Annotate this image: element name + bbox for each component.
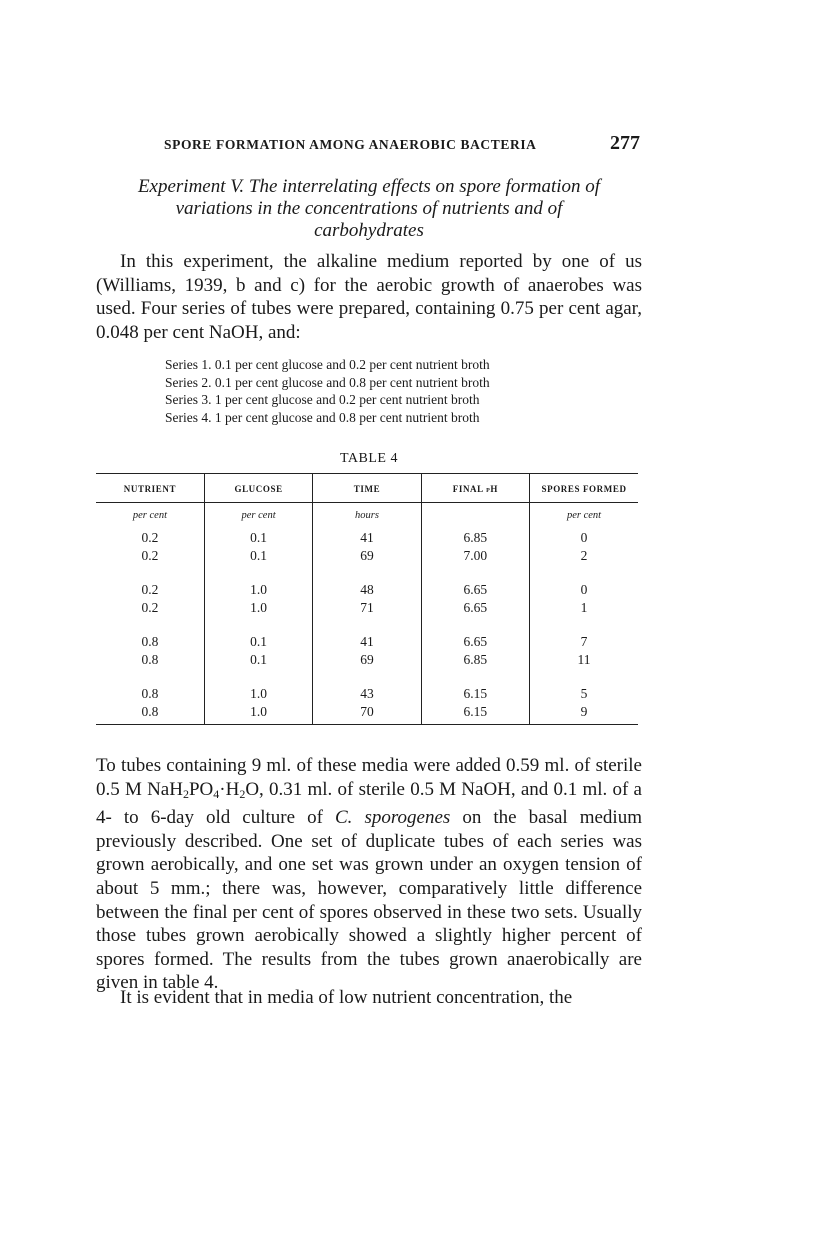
table-row [96,581,638,599]
column-header-nutrient: NUTRIENT [96,474,204,503]
table-cell: 48 [313,581,421,599]
table-cell: 0.2 [141,582,159,597]
table-spacer-row [96,616,638,633]
table-row [96,703,638,725]
methods-text-part: on the basal medium previously described. One set of duplicate tubes of each series was grown aerobically, and one set was grown under an oxygen tension of about 5 mm.; there was, however, comparatively little difference between the final per cent of spores observed in these two sets. Usually those tubes grown aerobically showed a slightly higher percent of spores formed. The results from the tubes grown anaerobically are given in table 4. [96,807,642,994]
methods-text-part: PO [188,778,214,800]
table-spacer-row [96,668,638,685]
column-header-spores-formed: SPORES FORMED [530,474,638,503]
closing-text: It is evident that in media of low nutrient concentration, the [120,987,573,1008]
table-cell: 0.1 [204,633,312,651]
table-cell: 0.1 [204,651,312,669]
table-cell: 0.2 [141,599,159,615]
table-row [96,685,638,703]
methods-text-part: ·H [219,778,240,800]
section-heading [96,176,642,242]
running-head [164,134,640,158]
table-cell: 6.85 [421,529,529,547]
table-cell: 6.15 [421,703,529,725]
table-cell: 1 [530,599,638,617]
page-number: 277 [610,132,640,154]
intro-paragraph [96,250,642,344]
data-table [96,473,638,725]
table-cell: 6.85 [421,651,529,669]
table-cell: 69 [313,547,421,565]
table-cell: 41 [313,633,421,651]
running-title: SPORE FORMATION AMONG ANAEROBIC BACTERIA [164,137,537,152]
table-cell: 1.0 [204,685,312,703]
series-item: Series 4. 1 per cent glucose and 0.8 per cent nutrient broth [165,409,480,425]
table-cell: 6.65 [421,599,529,617]
table-cell: 6.65 [421,581,529,599]
methods-text-part: To tubes containing 9 ml. of these media were added 0.59 ml. of sterile 0.5 M NaH [96,755,642,800]
table-row [96,599,638,617]
table-cell: 0.8 [141,651,159,667]
table-header-row [96,474,638,503]
table-cell: 71 [313,599,421,617]
series-list [165,356,605,426]
table-row [96,547,638,565]
unit-cell: per cent [530,503,638,530]
table-cell: 70 [313,703,421,725]
table-spacer-row [96,564,638,581]
table-cell: 0 [530,581,638,599]
table-cell: 0.1 [204,529,312,547]
unit-cell: per cent [204,503,312,530]
table-cell: 41 [313,529,421,547]
table-cell: 7 [530,633,638,651]
column-header-time: TIME [313,474,421,503]
table-cell: 1.0 [204,599,312,617]
table-cell: 0.2 [141,530,159,545]
table-cell: 0.8 [141,634,159,649]
table-row [96,633,638,651]
section-heading-line: variations in the concentrations of nutrients and of [175,198,563,219]
table-cell: 2 [530,547,638,565]
column-header-glucose: GLUCOSE [204,474,312,503]
data-table-container [96,473,638,725]
table-cell: 0.8 [96,703,204,725]
table-cell: 0.1 [204,547,312,565]
column-header-final-ph: FINAL pH [421,474,529,503]
table-cell: 1.0 [204,703,312,725]
subscript: 4 [213,786,220,801]
series-item: Series 2. 0.1 per cent glucose and 0.8 per cent nutrient broth [165,374,490,390]
table-cell: 7.00 [421,547,529,565]
closing-paragraph [96,986,642,1010]
series-item: Series 3. 1 per cent glucose and 0.2 per cent nutrient broth [165,392,480,407]
table-cell: 5 [530,685,638,703]
table-cell: 1.0 [204,581,312,599]
subscript: 2 [239,786,246,801]
table-row [96,529,638,547]
table-cell: 9 [530,703,638,725]
table-cell: 0.2 [141,547,159,563]
table-cell: 43 [313,685,421,703]
unit-cell: hours [313,503,421,530]
methods-paragraph [96,754,642,995]
species-name: C. sporogenes [334,807,451,829]
table-row [96,651,638,669]
section-heading-line: Experiment V. The interrelating effects on spore formation of [137,176,601,197]
unit-cell [421,503,529,530]
table-units-row [96,503,638,530]
methods-text-part: O, 0.31 ml. of sterile 0.5 M NaOH, and 0.1 ml. of a 4- to 6-day old culture of [96,778,642,829]
series-item: Series 1. 0.1 per cent glucose and 0.2 per cent nutrient broth [165,357,490,372]
subscript: 2 [182,786,189,801]
methods-text [96,754,642,995]
table-cell: 6.65 [421,633,529,651]
table-title: TABLE 4 [340,451,398,466]
table-cell: 0.8 [141,686,159,701]
table-cell: 69 [313,651,421,669]
intro-text: In this experiment, the alkaline medium reported by one of us (Williams, 1939, b and c) for the aerobic growth of anaerobes was used. Four series of tubes were prepared, containing 0.75 per cent agar, 0.048 per cent NaOH, and: [96,251,642,343]
table-cell: 6.15 [421,685,529,703]
unit-cell: per cent [132,510,167,521]
table-cell: 0 [530,529,638,547]
table-cell: 11 [530,651,638,669]
section-heading-line: carbohydrates [314,220,424,241]
